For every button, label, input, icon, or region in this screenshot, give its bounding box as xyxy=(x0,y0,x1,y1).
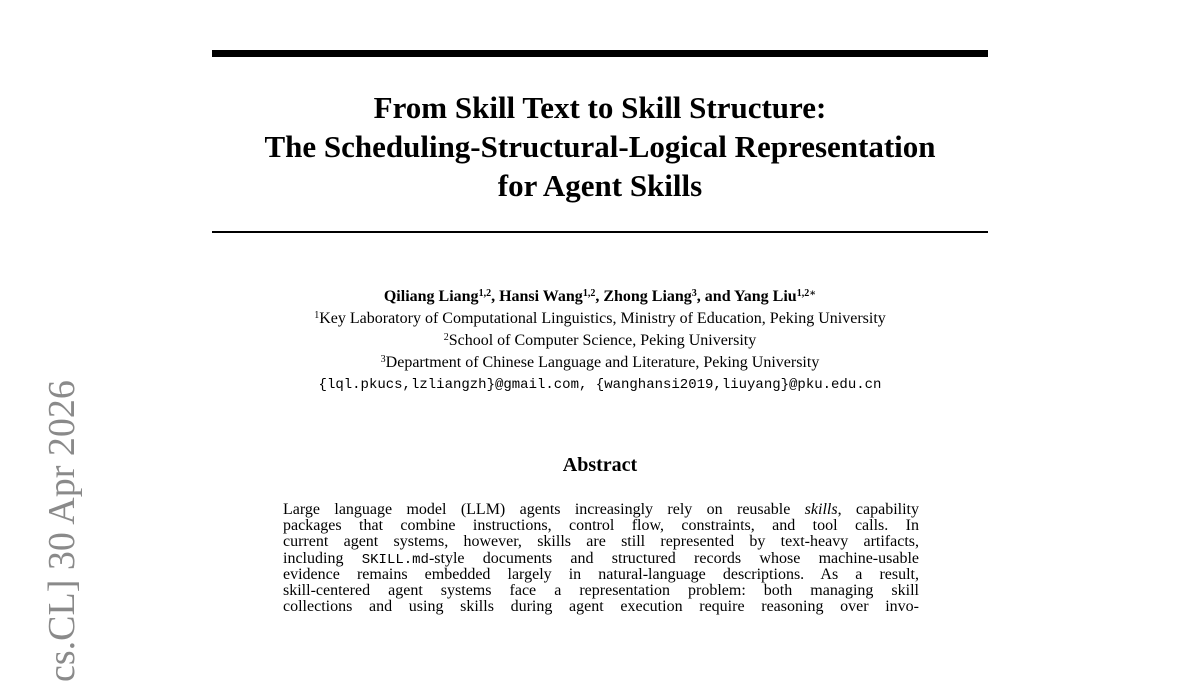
title-bottom-rule xyxy=(212,231,988,233)
author-name: Hansi Wang xyxy=(499,288,583,305)
affiliation xyxy=(212,308,988,330)
author-affiliation-mark: 1,2∗ xyxy=(796,288,817,299)
affiliation xyxy=(212,330,988,352)
abstract-heading: Abstract xyxy=(562,454,638,476)
title-line: The Scheduling-Structural-Logical Representation xyxy=(264,129,936,164)
author-list xyxy=(212,286,988,308)
abstract-text: including xyxy=(283,549,362,567)
author-name: Zhong Liang xyxy=(603,288,692,305)
abstract-text: , capability xyxy=(837,501,920,518)
author-emails: {lql.pkucs,lzliangzh}@gmail.com, {wanghansi2019,liuyang}@pku.edu.cn xyxy=(318,377,882,393)
author-affiliation-mark: 1,2 xyxy=(478,288,492,299)
abstract-line: collections and using skills during agent execution require reasoning over invo- xyxy=(283,598,919,616)
abstract-body xyxy=(283,502,919,615)
author-separator: , xyxy=(595,288,604,305)
affiliation-mark: 3 xyxy=(380,354,386,365)
abstract-code: SKILL.md xyxy=(361,551,429,568)
author-affiliation-mark: 3 xyxy=(691,288,697,299)
affiliation-text: Key Laboratory of Computational Linguistics, Ministry of Education, Peking University xyxy=(319,310,886,327)
affiliation-mark: 2 xyxy=(443,332,449,343)
abstract-text: -style documents and structured records whose machine-usable xyxy=(428,549,920,567)
title-line: From Skill Text to Skill Structure: xyxy=(373,90,827,125)
paper-title xyxy=(212,88,988,205)
affiliation-text: Department of Chinese Language and Literature, Peking University xyxy=(385,354,820,371)
title-line: for Agent Skills xyxy=(497,168,703,203)
abstract-line: current agent systems, however, skills are still represented by text-heavy artifacts, xyxy=(283,533,919,551)
author-separator: , xyxy=(491,288,500,305)
abstract-line: skill-centered agent systems face a representation problem: both managing skill xyxy=(283,581,919,599)
affiliation-text: School of Computer Science, Peking University xyxy=(448,332,757,349)
author-separator: , and xyxy=(696,288,734,305)
title-top-rule xyxy=(212,50,988,57)
author-affiliation-mark: 1,2 xyxy=(582,288,596,299)
abstract-line xyxy=(283,502,919,518)
affiliation-mark: 1 xyxy=(314,310,320,321)
abstract-text: Large language model (LLM) agents increasingly rely on reusable xyxy=(283,501,805,518)
abstract-emphasis: skills xyxy=(804,501,838,518)
author-name: Yang Liu xyxy=(734,288,797,305)
arxiv-sidebar-stamp: cs.CL] 30 Apr 2026 xyxy=(41,380,83,682)
author-block xyxy=(212,286,988,396)
affiliation xyxy=(212,352,988,374)
author-name: Qiliang Liang xyxy=(383,288,479,305)
abstract-line: packages that combine instructions, control flow, constraints, and tool calls. In xyxy=(283,517,919,535)
abstract-line: evidence remains embedded largely in natural-language descriptions. As a result, xyxy=(283,565,919,583)
abstract-line xyxy=(283,551,919,567)
